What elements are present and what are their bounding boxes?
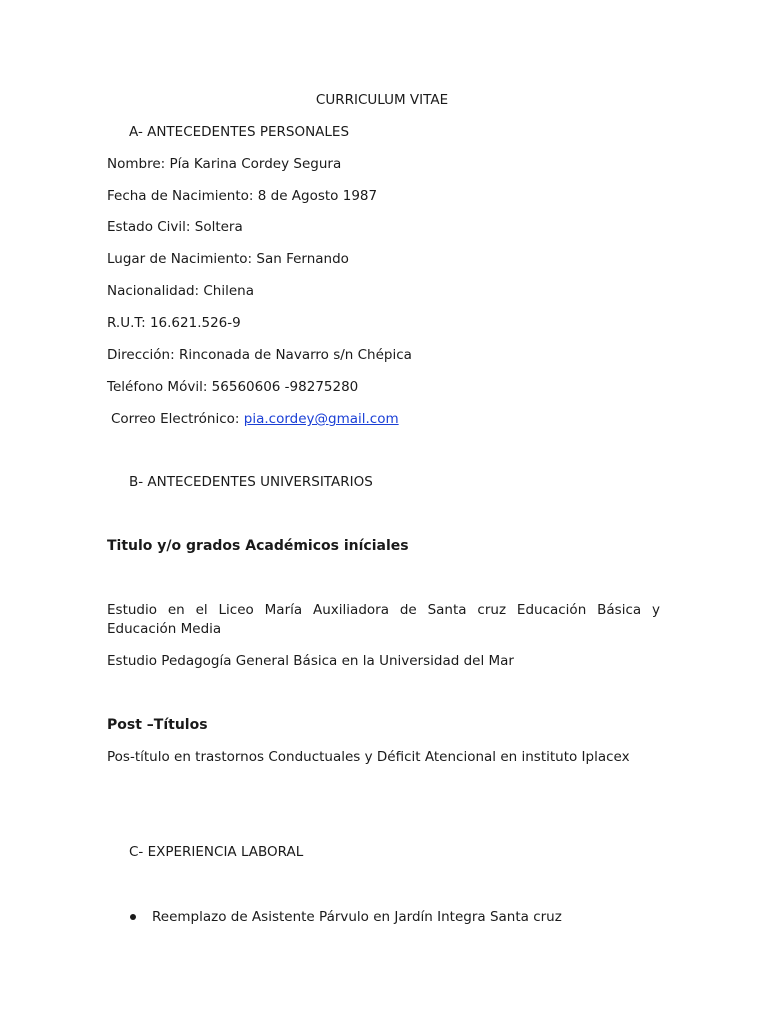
section-b-heading: B- ANTECEDENTES UNIVERSITARIOS	[129, 474, 373, 490]
estado-civil-field: Estado Civil: Soltera	[107, 219, 243, 235]
nombre-field: Nombre: Pía Karina Cordey Segura	[107, 156, 342, 172]
post-titulos-heading: Post –Títulos	[107, 717, 208, 733]
rut-field: R.U.T: 16.621.526-9	[107, 315, 241, 331]
experience-item: Reemplazo de Asistente Párvulo en Jardín Integra Santa cruz	[152, 909, 562, 925]
estudio-2-text: Estudio Pedagogía General Básica en la Universidad del Mar	[107, 653, 514, 669]
correo-field	[111, 410, 399, 428]
document-title: CURRICULUM VITAE	[315, 92, 449, 108]
academic-subheading: Titulo y/o grados Académicos iníciales	[107, 538, 409, 554]
correo-label: Correo Electrónico:	[111, 411, 244, 427]
estudio-1-text: Estudio en el Liceo María Auxiliadora de Santa cruz Educación Básica y Educación Media	[107, 602, 660, 637]
fecha-nacimiento-field: Fecha de Nacimiento: 8 de Agosto 1987	[107, 188, 378, 204]
nacionalidad-field: Nacionalidad: Chilena	[107, 283, 255, 299]
direccion-field: Dirección: Rinconada de Navarro s/n Chépica	[107, 347, 412, 363]
email-link[interactable]: pia.cordey@gmail.com	[243, 411, 399, 427]
telefono-field: Teléfono Móvil: 56560606 -98275280	[107, 379, 359, 395]
lugar-nacimiento-field: Lugar de Nacimiento: San Fernando	[107, 251, 349, 267]
post-titulo-text: Pos-título en trastornos Conductuales y Déficit Atencional en instituto Iplacex	[107, 749, 630, 765]
section-a-heading: A- ANTECEDENTES PERSONALES	[129, 124, 350, 140]
section-c-heading: C- EXPERIENCIA LABORAL	[129, 844, 304, 860]
bullet-icon	[130, 914, 136, 920]
